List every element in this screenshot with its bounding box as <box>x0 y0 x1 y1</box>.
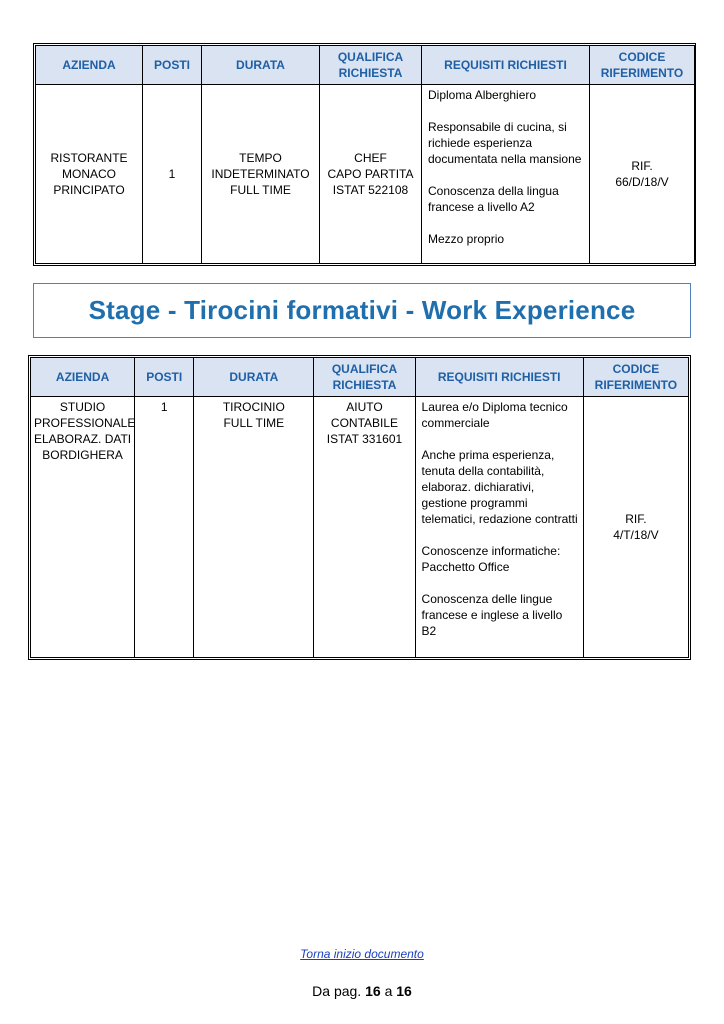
header-qualifica: QUALIFICA RICHIESTA <box>320 46 422 85</box>
section-title-box <box>33 283 691 338</box>
cell-requisiti <box>422 85 590 264</box>
cell-qualifica: CHEF CAPO PARTITA ISTAT 522108 <box>320 85 422 264</box>
header-requisiti: REQUISITI RICHIESTI <box>422 46 590 85</box>
page-prefix: Da pag. <box>312 983 362 999</box>
requisito-item: Laurea e/o Diploma tecnico commerciale <box>421 400 568 430</box>
job-table-1 <box>33 43 696 266</box>
header-requisiti: REQUISITI RICHIESTI <box>415 358 583 397</box>
job-table-2 <box>28 355 691 660</box>
header-posti: POSTI <box>135 358 194 397</box>
back-to-top-link[interactable]: Torna inizio documento <box>300 947 424 961</box>
cell-posti: 1 <box>135 397 194 658</box>
cell-azienda: RISTORANTE MONACO PRINCIPATO <box>36 85 143 264</box>
cell-azienda: STUDIO PROFESSIONALE ELABORAZ. DATI BORDIGHERA <box>31 397 135 658</box>
requisito-item: Anche prima esperienza, tenuta della contabilità, elaboraz. dichiarativi, gestione programmi telematici, redazione contratti <box>421 448 578 526</box>
header-azienda: AZIENDA <box>36 46 143 85</box>
section-title: Stage - Tirocini formativi - Work Experience <box>88 295 636 325</box>
requisito-item: Conoscenza della lingua francese a livello A2 <box>428 184 559 214</box>
requisito-item: Diploma Alberghiero <box>428 88 537 102</box>
cell-requisiti <box>415 397 583 658</box>
cell-posti: 1 <box>143 85 202 264</box>
table-row <box>31 397 689 658</box>
cell-durata: TEMPO INDETERMINATO FULL TIME <box>202 85 320 264</box>
table-row <box>36 85 695 264</box>
header-codice: CODICE RIFERIMENTO <box>590 46 695 85</box>
requisito-item: Responsabile di cucina, si richiede esperienza documentata nella mansione <box>428 120 582 166</box>
requisito-item: Conoscenze informatiche: Pacchetto Office <box>421 544 561 574</box>
table-header-row <box>31 358 689 397</box>
header-durata: DURATA <box>202 46 320 85</box>
cell-codice: RIF. 4/T/18/V <box>583 397 688 658</box>
header-qualifica: QUALIFICA RICHIESTA <box>314 358 415 397</box>
page-counter <box>0 983 724 999</box>
header-durata: DURATA <box>194 358 314 397</box>
header-codice: CODICE RIFERIMENTO <box>583 358 688 397</box>
cell-qualifica: AIUTO CONTABILE ISTAT 331601 <box>314 397 415 658</box>
cell-durata: TIROCINIO FULL TIME <box>194 397 314 658</box>
header-azienda: AZIENDA <box>31 358 135 397</box>
page-current: 16 <box>365 983 381 999</box>
requisito-item: Mezzo proprio <box>428 232 505 246</box>
page-sep: a <box>384 983 393 999</box>
requisito-item: Conoscenza delle lingue francese e inglese a livello B2 <box>421 592 563 638</box>
page-total: 16 <box>396 983 412 999</box>
header-posti: POSTI <box>143 46 202 85</box>
cell-codice: RIF. 66/D/18/V <box>590 85 695 264</box>
table-header-row <box>36 46 695 85</box>
